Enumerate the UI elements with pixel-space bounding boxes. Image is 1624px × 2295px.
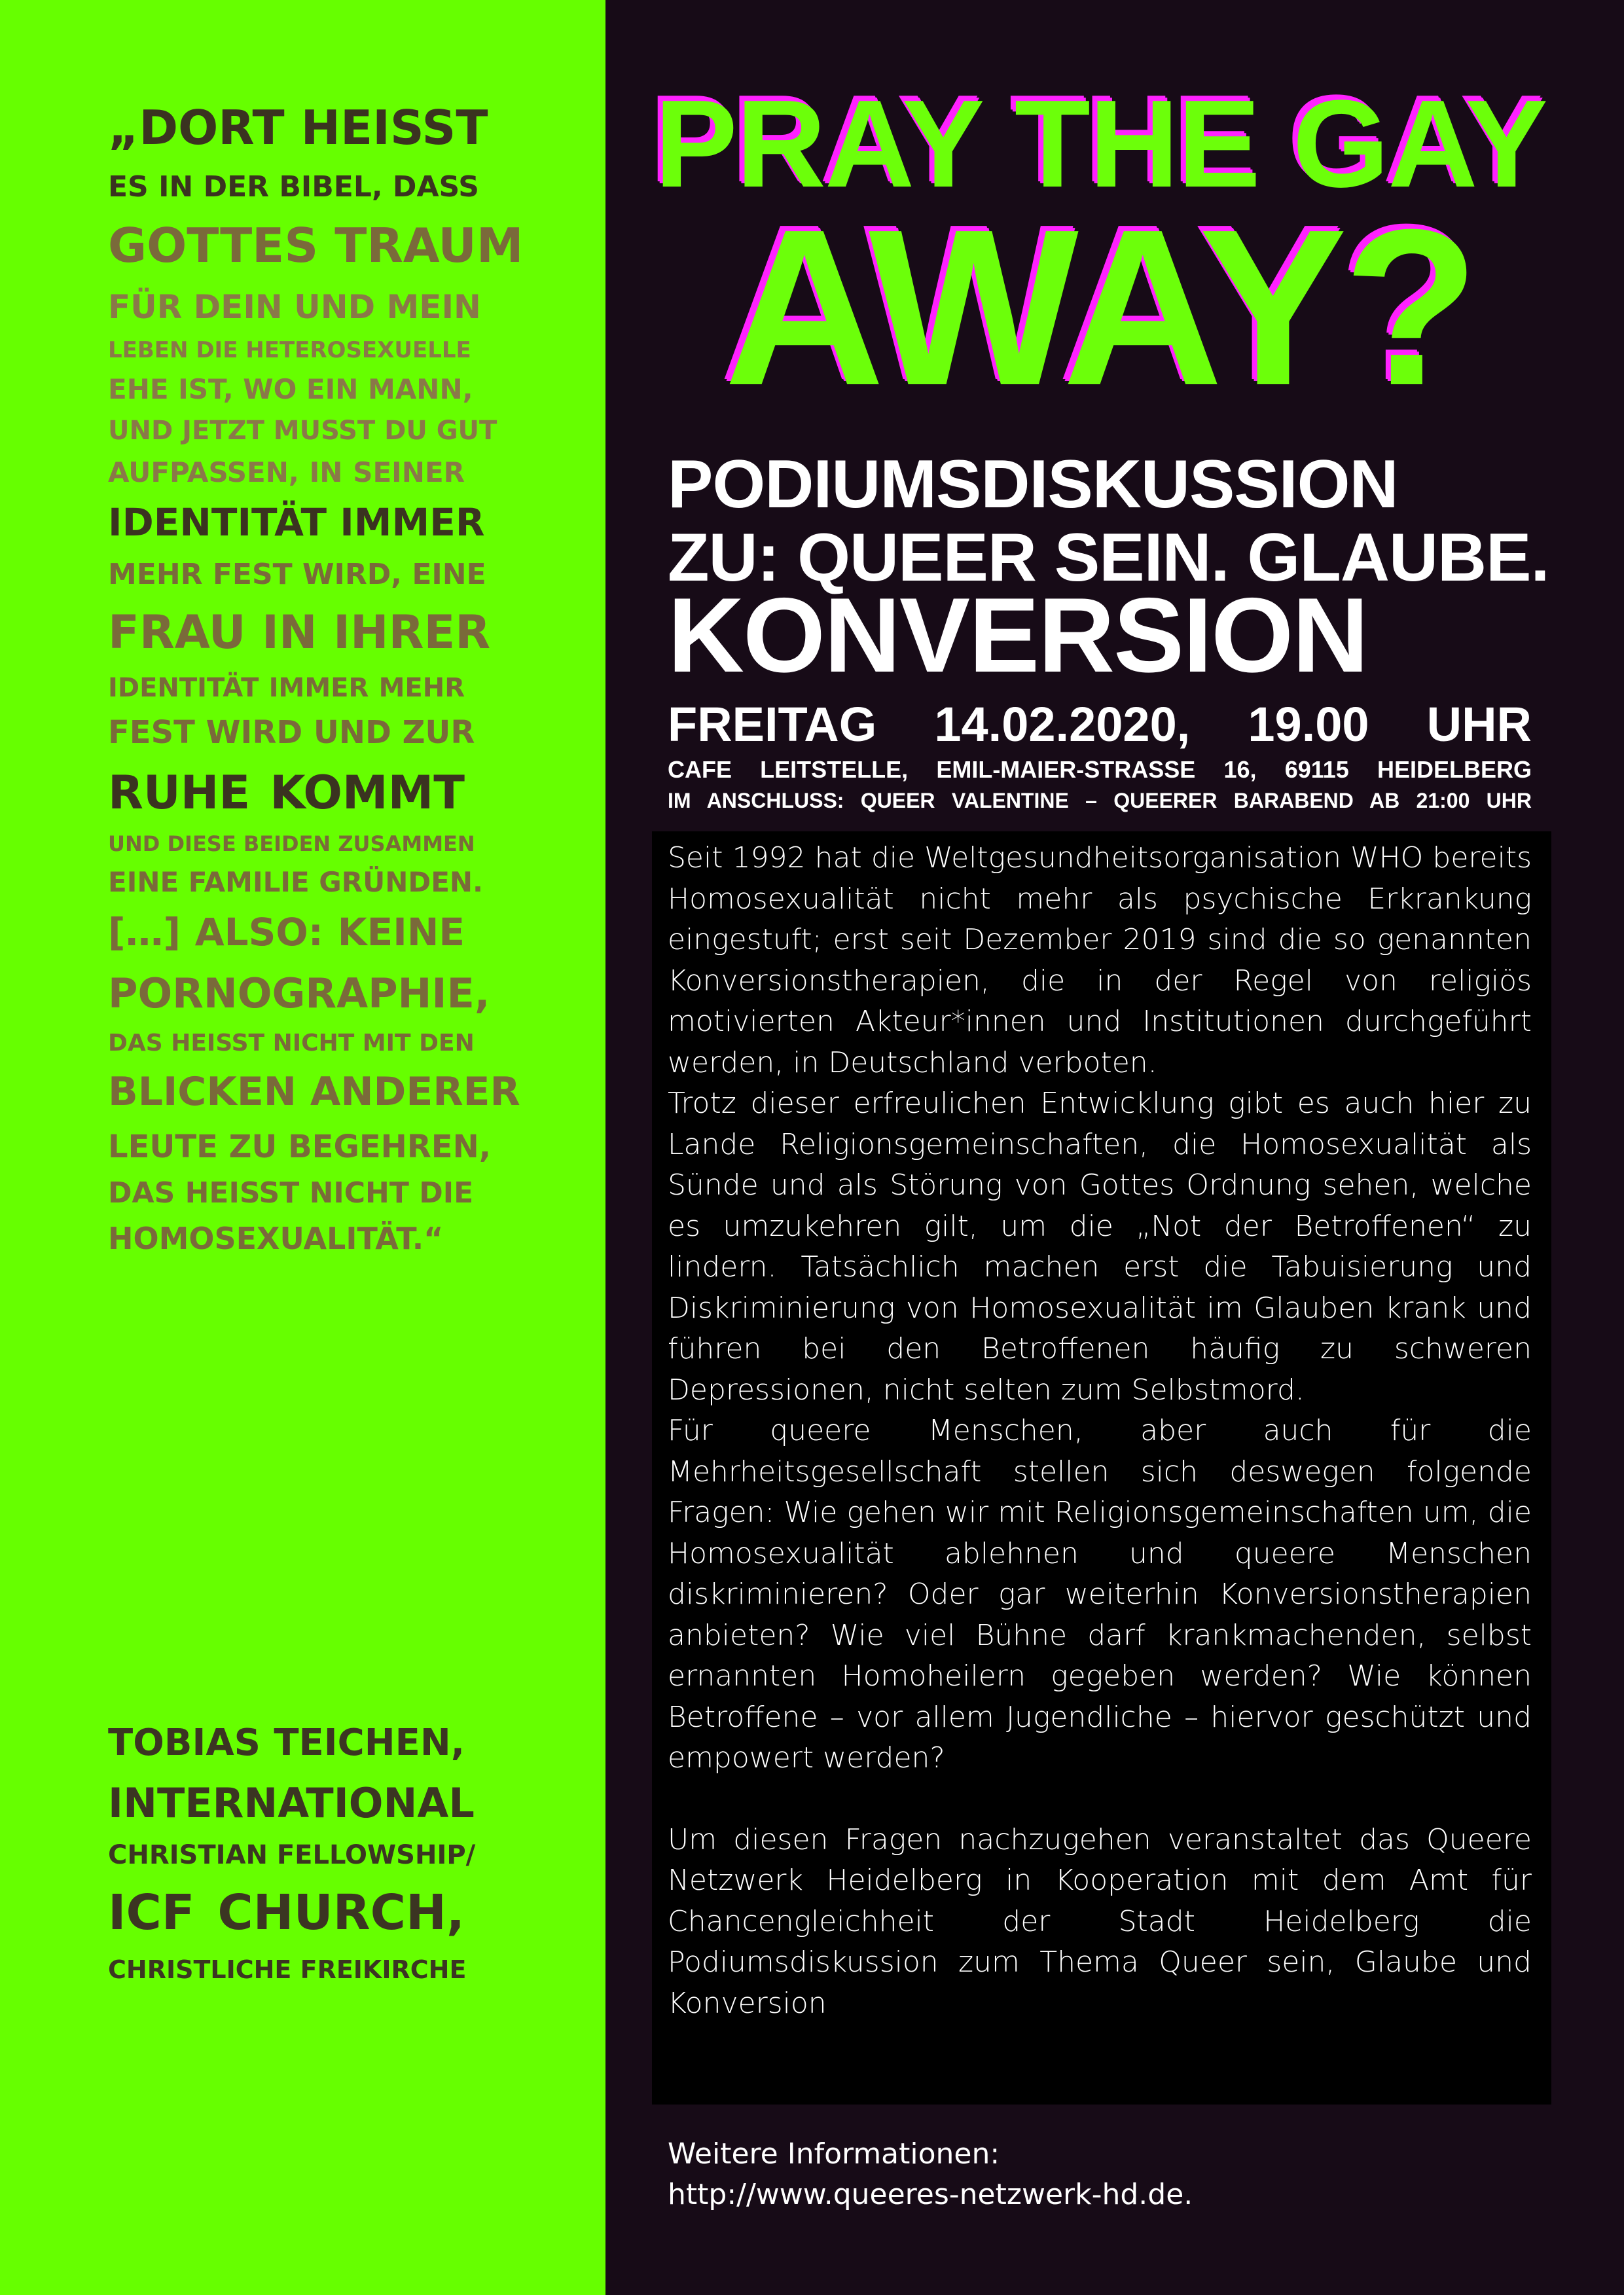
description-paragraph: Trotz dieser erfreulichen Entwicklung gibt es auch hier zu Lande Religionsgemeinschaften, die Homosexualität als Sünde und als Störung von Gottes Ordnung sehen, welche es umzukehren gilt, um die „Not der Betroffenen“ zu lindern. Tatsächlich machen erst die Tabuisierung und Diskriminierung von Homosexualität im Glauben krank und führen bei den Betroffenen häufig zu schweren Depressionen, nicht selten zum Selbstmord. (668, 1087, 1532, 1407)
quote-line: AUFPASSEN, IN SEINER (108, 456, 465, 488)
attribution-line: INTERNATIONAL (108, 1779, 475, 1827)
more-info (668, 2134, 1532, 2215)
quote-line: BLICKEN ANDERER (108, 1068, 520, 1115)
headline-line-1: PRAY THE GAY (655, 75, 1547, 213)
quote-line: RUHE KOMMT (108, 765, 465, 820)
description-paragraph: Für queere Menschen, aber auch für die Mehrheitsgesellschaft stellen sich deswegen folgende Fragen: Wie gehen wir mit Religionsgemeinschaften um, die Homosexualität ablehnen und queere Menschen diskriminieren? Oder gar weiterhin Konversionstherapien anbieten? Wie viel Bühne darf krankmachenden, selbst ernannten Homoheilern gegeben werden? Wie können Betroffene – vor allem Jugendliche – hiervor geschützt und empowert werden? (668, 1414, 1532, 1775)
quote-line: EHE IST, WO EIN MANN, (108, 372, 473, 405)
quote-line: LEUTE ZU BEGEHREN, (108, 1128, 491, 1165)
quote-attribution (108, 1715, 476, 1989)
quote-line: PORNOGRAPHIE, (108, 969, 490, 1017)
subtitle-line-1: PODIUMSDISKUSSION (668, 446, 1398, 522)
quote-line: „DORT HEISST (108, 100, 488, 155)
description-paragraph: Um diesen Fragen nachzugehen veranstaltet das Queere Netzwerk Heidelberg in Kooperation mit dem Amt für Chancengleichheit der Stadt Heidelberg die Podiumsdiskussion zum Thema Queer sein, Glaube und Konversion (668, 1822, 1532, 2020)
quote-line: UND DIESE BEIDEN ZUSAMMEN (108, 831, 475, 857)
quote-line: FRAU IN IHRER (108, 605, 491, 659)
attribution-line: CHRISTIAN FELLOWSHIP/ (108, 1839, 476, 1870)
event-afterparty: IM ANSCHLUSS: QUEER VALENTINE – QUEERER BARABEND AB 21:00 UHR (668, 789, 1532, 812)
subtitle-line-3: KONVERSION (668, 576, 1368, 695)
quote-line: LEBEN DIE HETEROSEXUELLE (108, 336, 471, 363)
event-date: FREITAG 14.02.2020, 19.00 UHR (668, 697, 1532, 751)
quote-line: GOTTES TRAUM (108, 217, 524, 273)
quote-line: IDENTITÄT IMMER MEHR (108, 673, 465, 704)
quote-line: FEST WIRD UND ZUR (108, 714, 475, 751)
quote-line: FÜR DEIN UND MEIN (108, 288, 481, 327)
quote-line: UND JETZT MUSST DU GUT (108, 415, 497, 446)
more-info-url[interactable]: http://www.queeres-netzwerk-hd.de. (668, 2178, 1193, 2211)
headline-line-2: AWAY? (724, 183, 1475, 432)
quote-block (108, 92, 524, 1263)
attribution-line: TOBIAS TEICHEN, (108, 1722, 465, 1764)
more-info-label: Weitere Informationen: (668, 2137, 1000, 2171)
attribution-line: CHRISTLICHE FREIKIRCHE (108, 1955, 467, 1984)
quote-line: ES IN DER BIBEL, DASS (108, 170, 479, 204)
quote-line: DAS HEISST NICHT DIE (108, 1176, 474, 1210)
quote-line: DAS HEISST NICHT MIT DEN (108, 1029, 475, 1057)
event-venue: CAFE LEITSTELLE, EMIL-MAIER-STRASSE 16, 69115 HEIDELBERG (668, 756, 1532, 783)
attribution-line: ICF CHURCH, (108, 1884, 465, 1941)
description-paragraph: Seit 1992 hat die Weltgesundheitsorganisation WHO bereits Homosexualität nicht mehr als psychische Erkrankung eingestuft; erst seit Dezember 2019 sind die so genannten Konversionstherapien, die in der Regel von religiös motivierten Akteur*innen und Institutionen durchgeführt werden, in Deutschland verboten. (668, 841, 1532, 1079)
quote-line: […] ALSO: KEINE (108, 909, 465, 954)
quote-line: HOMOSEXUALITÄT.“ (108, 1221, 444, 1257)
description-text (668, 838, 1532, 2024)
subtitle-line-2: ZU: QUEER SEIN. GLAUBE. (668, 520, 1549, 596)
quote-line: EINE FAMILIE GRÜNDEN. (108, 865, 484, 898)
quote-line: MEHR FEST WIRD, EINE (108, 557, 486, 591)
quote-line: IDENTITÄT IMMER (108, 499, 485, 545)
